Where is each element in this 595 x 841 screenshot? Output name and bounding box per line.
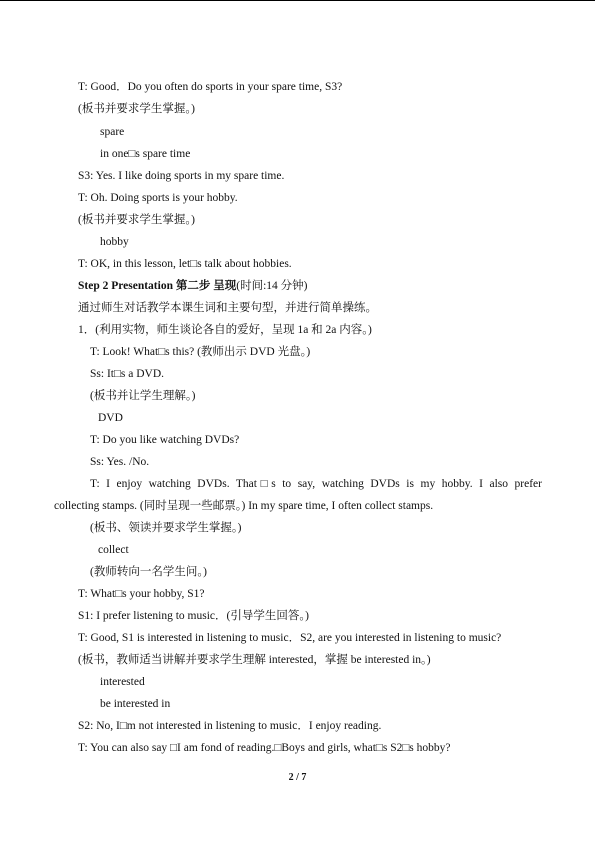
text-line: T: You can also say □I am fond of reading.□Boys and girls, what□s S2□s hobby? bbox=[78, 742, 451, 754]
text-line: 1．(利用实物，师生谈论各自的爱好，呈现 1a 和 2a 内容。) bbox=[78, 324, 372, 336]
text-line: DVD bbox=[98, 412, 123, 424]
text-line: (板书，教师适当讲解并要求学生理解 interested，掌握 be interested in。) bbox=[78, 654, 431, 666]
text-line: T: OK, in this lesson, let□s talk about hobbies. bbox=[78, 258, 292, 270]
text-line: collect bbox=[98, 544, 129, 556]
text-line: 通过师生对话教学本课生词和主要句型，并进行简单操练。 bbox=[78, 302, 377, 314]
text-line: be interested in bbox=[100, 698, 171, 710]
text-line: T: I enjoy watching DVDs. That□s to say, watching DVDs is my hobby. I also prefer bbox=[90, 478, 542, 490]
text-line: (板书并要求学生掌握。) bbox=[78, 103, 195, 115]
text-line: T: Look! What□s this? (教师出示 DVD 光盘。) bbox=[90, 346, 311, 358]
text-line: collecting stamps. (同时呈现一些邮票。) In my spare time, I often collect stamps. bbox=[54, 500, 434, 512]
step-heading-time: (时间:14 分钟) bbox=[236, 280, 308, 292]
text-line: T: Good, S1 is interested in listening to music．S2, are you interested in listening to music? bbox=[78, 632, 502, 644]
text-line: S1: I prefer listening to music．(引导学生回答。) bbox=[78, 610, 309, 622]
text-line: T: Oh. Doing sports is your hobby. bbox=[78, 192, 238, 204]
text-line: spare bbox=[100, 126, 125, 138]
text-line: in one□s spare time bbox=[100, 148, 191, 160]
page-number: 2 / 7 bbox=[288, 772, 307, 783]
step-heading-title: Step 2 Presentation 第二步 呈现 bbox=[78, 280, 237, 292]
text-line: S3: Yes. I like doing sports in my spare time. bbox=[78, 170, 285, 182]
text-line: (板书并让学生理解。) bbox=[90, 390, 196, 402]
text-line: interested bbox=[100, 676, 145, 688]
step-heading bbox=[78, 279, 307, 293]
text-line: (教师转向一名学生问。) bbox=[90, 566, 207, 578]
text-line: T: Good．Do you often do sports in your spare time, S3? bbox=[78, 81, 343, 93]
text-line: (板书、领读并要求学生掌握。) bbox=[90, 522, 242, 534]
text-line: Ss: It□s a DVD. bbox=[90, 368, 165, 380]
text-line: S2: No, I□m not interested in listening to music．I enjoy reading. bbox=[78, 720, 382, 732]
text-line: Ss: Yes. /No. bbox=[90, 456, 150, 468]
text-line: (板书并要求学生掌握。) bbox=[78, 214, 195, 226]
text-line: hobby bbox=[100, 236, 129, 248]
text-line: T: Do you like watching DVDs? bbox=[90, 434, 240, 446]
header-rule bbox=[0, 0, 595, 1]
text-line: T: What□s your hobby, S1? bbox=[78, 588, 205, 600]
